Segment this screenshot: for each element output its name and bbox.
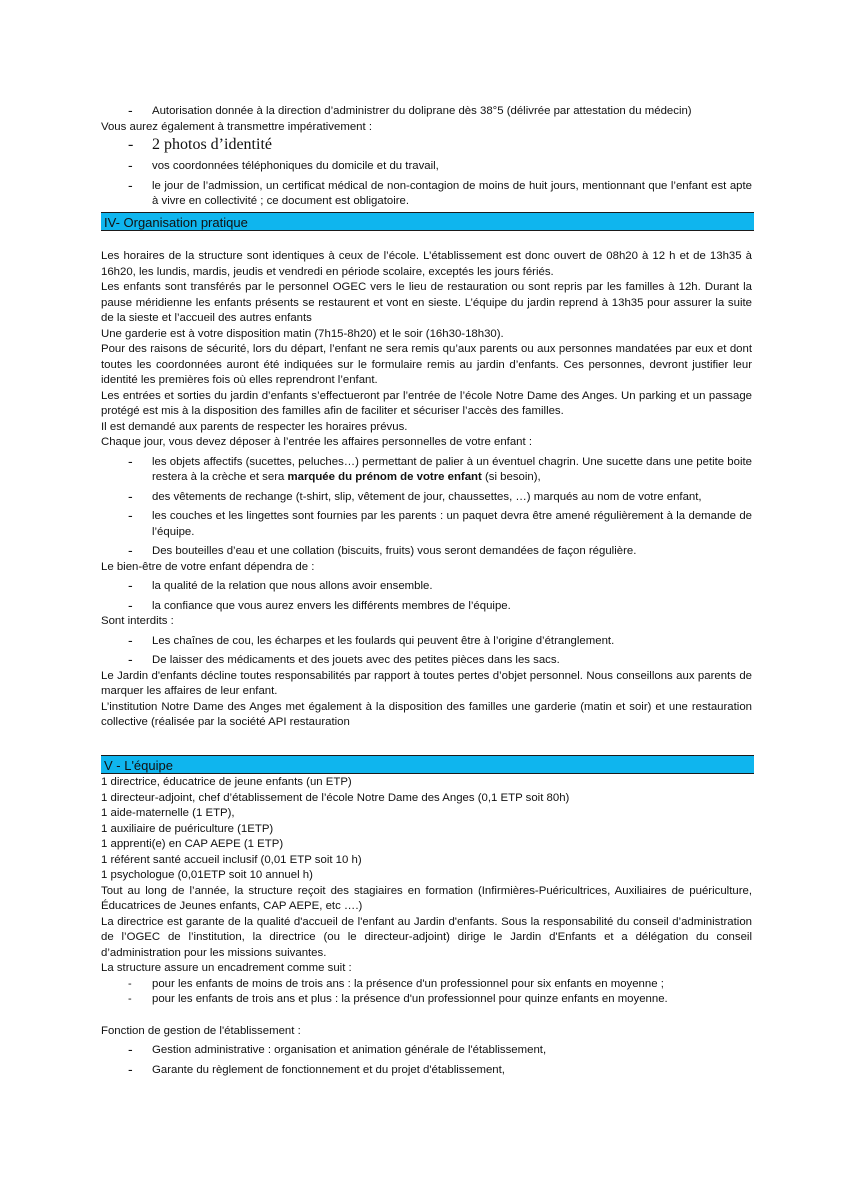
dash-bullet-icon: - <box>128 1041 133 1057</box>
paragraph: Une garderie est à votre disposition matin (7h15-8h20) et le soir (16h30-18h30). <box>101 327 504 340</box>
list-item: - Autorisation donnée à la direction d’administrer du doliprane dès 38°5 (délivrée par attestation du médecin) <box>128 102 692 118</box>
list-item: - la confiance que vous aurez envers les différents membres de l’équipe. <box>128 596 511 613</box>
bold-text: marquée du prénom de votre enfant <box>287 471 482 483</box>
dash-bullet-icon: - <box>128 631 133 648</box>
list-item: - Garante du règlement de fonctionnement et du projet d'établissement, <box>128 1060 505 1077</box>
staff-line: 1 directrice, éducatrice de jeune enfants (un ETP) <box>101 776 352 788</box>
list-item: - la qualité de la relation que nous allons avoir ensemble. <box>128 577 433 593</box>
list-item: - les couches et les lingettes sont fournies par les parents : un paquet devra être amené régulièrement à la demande de l’équipe. <box>128 507 752 538</box>
paragraph: Le bien-être de votre enfant dépendra de : <box>101 560 315 573</box>
paragraph: Les enfants sont transférés par le personnel OGEC vers le lieu de restauration ou sont repris par les familles à 12h. Durant la pause méridienne les enfants présents se restaurent et vont en sieste. L’équipe du jardin reprend à 13h35 pour assurer la suite de la sieste et l’accueil des autres enfants <box>101 281 752 324</box>
paragraph: Tout au long de l’année, la structure reçoit des stagiaires en formation (Infirmières-Puéricultrices, Auxiliaires de puériculture, Éducatrices de Jeunes enfants, CAP AEPE, etc ….) <box>101 884 752 912</box>
intro-block <box>101 104 752 210</box>
dash-bullet-icon: - <box>128 1060 133 1077</box>
section-organisation-body <box>101 249 752 731</box>
paragraph: Fonction de gestion de l'établissement : <box>101 1024 301 1037</box>
list-item: - vos coordonnées téléphoniques du domicile et du travail, <box>128 157 439 173</box>
list-item: - De laisser des médicaments et des jouets avec des petites pièces dans les sacs. <box>128 651 560 667</box>
paragraph: Les entrées et sorties du jardin d’enfants s’effectueront par l’entrée de l’école Notre Dame des Anges. Un parking et un passage protégé est mis à la disposition des familles afin de faciliter et sécuriser l’accès des familles. <box>101 389 752 417</box>
list-item: - 2 photos d’identité <box>128 136 272 153</box>
dash-bullet-icon: - <box>128 136 134 153</box>
list-item: - pour les enfants de trois ans et plus : la présence d'un professionnel pour quinze enfants en moyenne. <box>101 992 752 1008</box>
dash-bullet-icon: - <box>128 487 133 504</box>
dash-bullet-icon: - <box>128 577 133 593</box>
dash-bullet-icon: - <box>128 651 133 667</box>
list-item: - les objets affectifs (sucettes, peluches…) permettant de palier à un éventuel chagrin. Une sucette dans une petite boite restera à la crèche et sera marquée du prénom de votre enfant (si besoin), <box>128 452 752 483</box>
list-item: - des vêtements de rechange (t-shirt, slip, vêtement de jour, chaussettes, …) marqués au nom de votre enfant, <box>128 487 702 504</box>
paragraph: Les horaires de la structure sont identiques à ceux de l’école. L’établissement est donc ouvert de 08h20 à 12 h et de 13h35 à 16h20, les lundis, mardis, jeudis et vendredi en période scolaire, exceptés les jours fériés. <box>101 250 752 278</box>
list-item: - Des bouteilles d’eau et une collation (biscuits, fruits) vous seront demandées de façon régulière. <box>128 542 637 558</box>
paragraph: La directrice est garante de la qualité d'accueil de l'enfant au Jardin d'enfants. Sous la responsabilité du conseil d’administration de l’OGEC de l’institution, la directrice (ou le directeur-adjoint) dirige le Jardin d'Enfants et a délégation du conseil d’administration pour les missions suivantes. <box>101 915 752 959</box>
list-item: - le jour de l’admission, un certificat médical de non-contagion de moins de huit jours, mentionnant que l’enfant est apte à vivre en collectivité ; ce document est obligatoire. <box>128 176 752 207</box>
staff-line: 1 auxiliaire de puériculture (1ETP) <box>101 822 274 835</box>
dash-bullet-icon: - <box>128 102 133 118</box>
staff-line: 1 psychologue (0,01ETP soit 10 annuel h) <box>101 869 313 881</box>
staff-line: 1 aide-maternelle (1 ETP), <box>101 807 235 819</box>
dash-bullet-icon: - <box>128 176 133 193</box>
dash-bullet-icon: - <box>128 542 133 558</box>
dash-bullet-icon: - <box>128 596 133 613</box>
paragraph: Sont interdits : <box>101 615 174 627</box>
dash-bullet-icon: - <box>128 993 132 1005</box>
staff-line: 1 directeur-adjoint, chef d’établissement de l’école Notre Dame des Anges (0,1 ETP soit 80h) <box>101 791 570 804</box>
paragraph: Chaque jour, vous devez déposer à l’entrée les affaires personnelles de votre enfant : <box>101 436 533 448</box>
paragraph: Il est demandé aux parents de respecter les horaires prévus. <box>101 420 408 433</box>
section-header-organisation: IV- Organisation pratique <box>101 212 754 231</box>
section-equipe-body <box>101 775 752 1078</box>
paragraph: La structure assure un encadrement comme suit : <box>101 962 352 974</box>
dash-bullet-icon: - <box>128 452 133 469</box>
staff-line: 1 apprenti(e) en CAP AEPE (1 ETP) <box>101 838 284 850</box>
dash-bullet-icon: - <box>128 977 132 990</box>
dash-bullet-icon: - <box>128 157 133 173</box>
section-header-equipe: V - L'équipe <box>101 755 754 774</box>
dash-bullet-icon: - <box>128 507 133 523</box>
staff-line: 1 référent santé accueil inclusif (0,01 ETP soit 10 h) <box>101 853 362 866</box>
list-item: - pour les enfants de moins de trois ans : la présence d'un professionnel pour six enfants en moyenne ; <box>101 977 752 993</box>
paragraph: Pour des raisons de sécurité, lors du départ, l’enfant ne sera remis qu’aux parents ou aux personnes mandatées par eux et dont toutes les coordonnées auront été indiquées sur le formulaire remis au jardin d’enfants. Ces personnes, devront justifier leur identité les premières fois où elles reprendront l’enfant. <box>101 343 752 386</box>
paragraph: Vous aurez également à transmettre impérativement : <box>101 120 372 133</box>
list-item: - Gestion administrative : organisation et animation générale de l'établissement, <box>128 1041 547 1057</box>
list-item: - Les chaînes de cou, les écharpes et les foulards qui peuvent être à l’origine d’étranglement. <box>128 631 615 648</box>
paragraph: Le Jardin d'enfants décline toutes responsabilités par rapport à toutes pertes d’objet personnel. Nous conseillons aux parents de marquer les affaires de leur enfant. <box>101 669 752 697</box>
paragraph: L’institution Notre Dame des Anges met également à la disposition des familles une garderie (matin et soir) et une restauration collective (réalisée par la société API restauration <box>101 700 752 728</box>
